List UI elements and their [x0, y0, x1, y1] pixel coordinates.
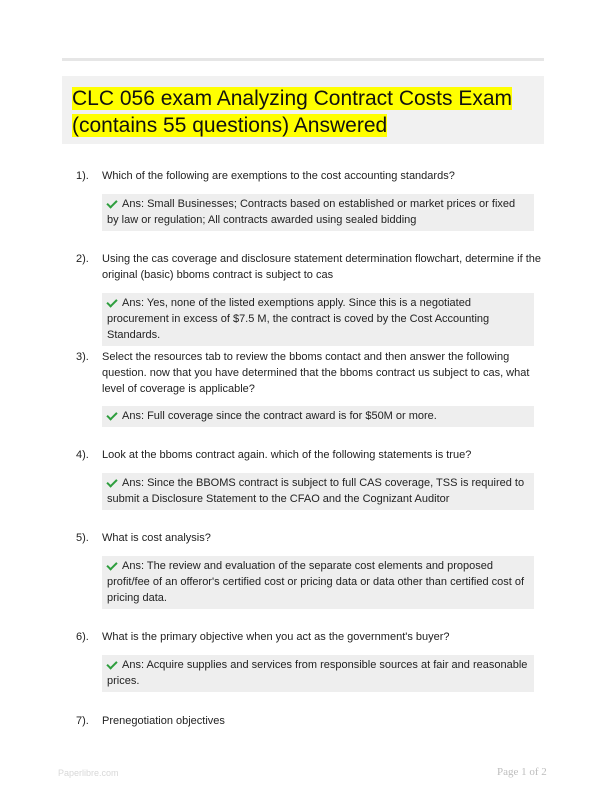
check-icon [107, 198, 119, 208]
answer-box [102, 194, 534, 231]
check-icon [107, 560, 119, 570]
answer-text: Ans: Yes, none of the listed exemptions apply. Since this is a negotiated procurement in excess of $7.5 M, the contract is coved by the Cost Accounting Standards. [107, 297, 490, 341]
check-icon [107, 297, 119, 307]
question-text: Prenegotiation objectives [102, 715, 225, 727]
question-number: 7). [76, 715, 89, 727]
answer-text: Ans: Acquire supplies and services from responsible sources at fair and reasonable prices. [107, 659, 528, 687]
question-text: What is the primary objective when you act as the government's buyer? [102, 631, 450, 643]
question-number: 5). [76, 532, 89, 544]
answer-box [102, 473, 534, 510]
footer-watermark: Paperlibre.com [58, 768, 119, 778]
check-icon [107, 659, 119, 669]
question-text: Look at the bboms contract again. which of the following statements is true? [102, 449, 472, 461]
answer-text: Ans: The review and evaluation of the separate cost elements and proposed profit/fee of an offeror's certified cost or pricing data or data other than certified cost of pricing data. [107, 560, 525, 604]
question-number: 2). [76, 253, 89, 265]
title-highlight: CLC 056 exam Analyzing Contract Costs Exam (contains 55 questions) Answered [72, 87, 513, 137]
top-divider [62, 58, 544, 61]
question-number: 6). [76, 631, 89, 643]
question-text: Select the resources tab to review the bboms contact and then answer the following question. now that you have determined that the bboms contract us subject to cas, what level of coverage is applicable? [102, 351, 530, 395]
question-text: Which of the following are exemptions to the cost accounting standards? [102, 170, 455, 182]
title-box [62, 76, 544, 144]
question-number: 1). [76, 170, 89, 182]
answer-box [102, 406, 534, 427]
answer-box [102, 655, 534, 692]
question-number: 4). [76, 449, 89, 461]
check-icon [107, 410, 119, 420]
page-number: Page 1 of 2 [497, 766, 547, 778]
answer-text: Ans: Full coverage since the contract award is for $50M or more. [122, 410, 437, 422]
check-icon [107, 477, 119, 487]
answer-box [102, 556, 534, 609]
question-text: What is cost analysis? [102, 532, 211, 544]
document-title [72, 85, 534, 139]
question-number: 3). [76, 351, 89, 363]
answer-text: Ans: Small Businesses; Contracts based on established or market prices or fixed by law or regulation; All contracts awarded using sealed bidding [107, 198, 516, 226]
answer-box [102, 293, 534, 346]
question-text: Using the cas coverage and disclosure statement determination flowchart, determine if the original (basic) bboms contract is subject to cas [102, 253, 542, 281]
answer-text: Ans: Since the BBOMS contract is subject to full CAS coverage, TSS is required to submit a Disclosure Statement to the CFAO and the Cognizant Auditor [107, 477, 525, 505]
